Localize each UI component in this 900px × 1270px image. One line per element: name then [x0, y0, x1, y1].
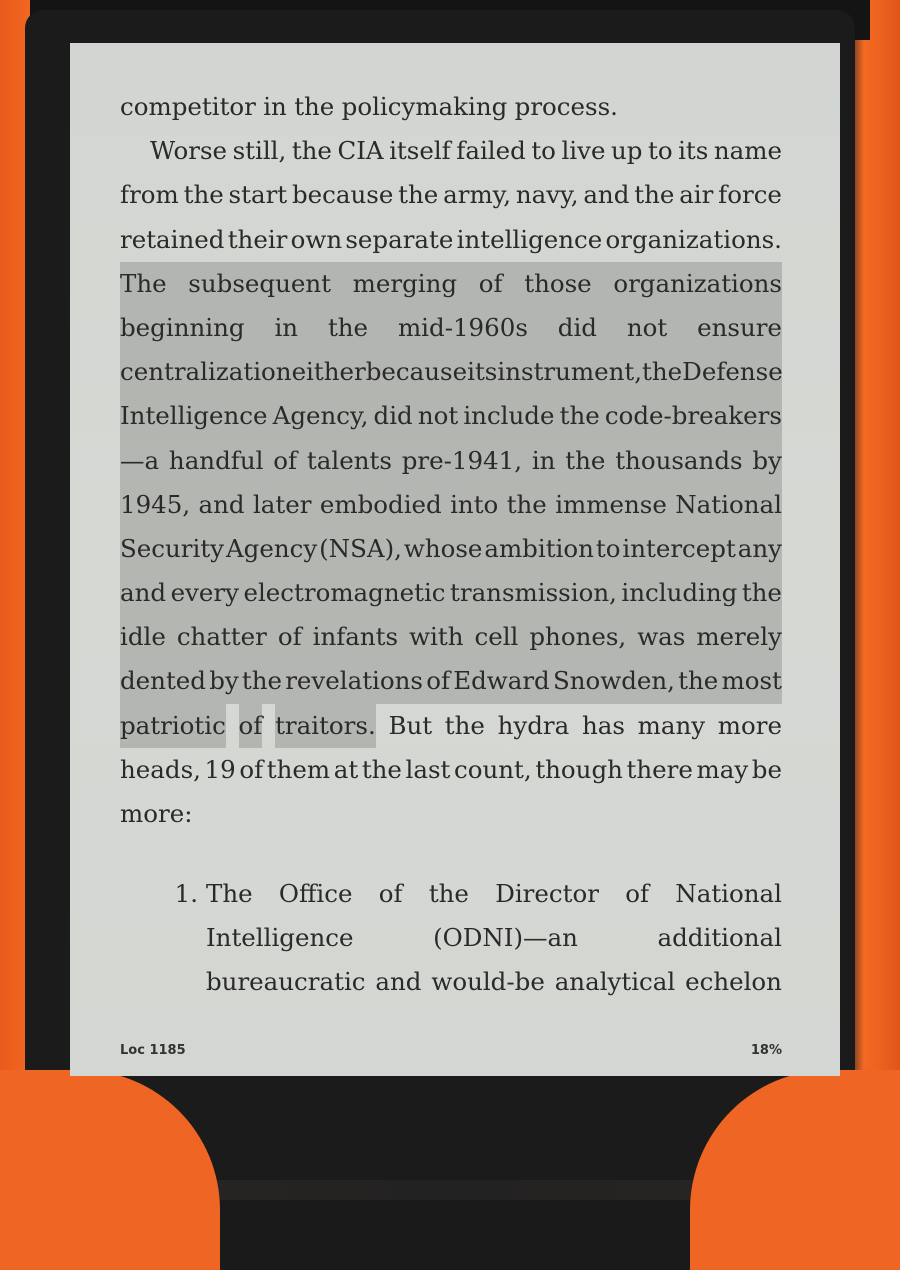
word[interactable]: live	[561, 136, 606, 166]
word[interactable]: may	[696, 754, 749, 784]
word[interactable]: including	[621, 578, 738, 608]
word[interactable]: whose	[403, 533, 483, 563]
word[interactable]: of	[239, 754, 264, 784]
word[interactable]: of	[239, 704, 263, 748]
word[interactable]: Agency,	[272, 401, 369, 431]
word[interactable]: not	[626, 312, 668, 342]
word[interactable]: But	[388, 710, 433, 740]
word[interactable]: into	[450, 489, 499, 519]
word[interactable]: intelligence	[456, 224, 603, 254]
word[interactable]: the	[634, 180, 675, 210]
word[interactable]: its	[678, 136, 709, 166]
word[interactable]: the	[428, 879, 469, 908]
word[interactable]: additional	[657, 923, 782, 953]
word[interactable]: by	[209, 666, 239, 696]
word[interactable]: intercept	[622, 533, 736, 563]
word[interactable]: force	[718, 180, 782, 210]
word[interactable]: in	[531, 445, 556, 475]
reading-footer	[120, 1043, 782, 1063]
word[interactable]: to	[595, 533, 621, 563]
word[interactable]: Worse	[150, 136, 228, 166]
text-line[interactable]	[120, 704, 782, 748]
word[interactable]: of	[426, 666, 451, 696]
word[interactable]: Snowden,	[552, 666, 675, 696]
word[interactable]: its	[467, 357, 498, 387]
word[interactable]: because	[365, 357, 468, 387]
word[interactable]: at	[333, 754, 359, 784]
word[interactable]: those	[524, 268, 592, 298]
word[interactable]: by	[752, 445, 782, 475]
word[interactable]: Intelligence	[120, 401, 268, 431]
word[interactable]: has	[581, 710, 625, 740]
word[interactable]: traitors.	[275, 704, 376, 748]
word[interactable]: transmission,	[450, 578, 617, 608]
word[interactable]: the	[294, 92, 335, 121]
word[interactable]: later	[252, 489, 312, 519]
word[interactable]: competitor	[120, 92, 256, 121]
word[interactable]: ensure	[697, 312, 782, 342]
word[interactable]: patriotic	[120, 704, 226, 748]
word[interactable]: echelon	[685, 967, 782, 997]
word[interactable]: the	[183, 180, 224, 210]
word[interactable]: retained	[120, 224, 225, 254]
word[interactable]: organizations.	[605, 224, 782, 254]
word[interactable]: National	[675, 489, 782, 519]
word[interactable]: with	[409, 622, 464, 652]
text-line[interactable]	[120, 173, 782, 217]
word[interactable]: every	[170, 578, 239, 608]
word[interactable]: was	[637, 622, 686, 652]
word[interactable]: the	[291, 136, 332, 166]
word[interactable]: (NSA),	[319, 533, 402, 563]
word[interactable]: mid-1960s	[397, 312, 528, 342]
list-item-number: 1.	[174, 879, 198, 908]
word[interactable]: the	[678, 666, 719, 696]
text-line[interactable]	[120, 659, 782, 703]
word[interactable]: immense	[555, 489, 667, 519]
word[interactable]: would-be	[431, 967, 545, 997]
word[interactable]: (ODNI)—an	[433, 923, 578, 953]
word[interactable]: them	[266, 754, 331, 784]
word[interactable]: merging	[352, 268, 458, 298]
word[interactable]: more:	[120, 799, 193, 828]
word[interactable]: did	[557, 312, 597, 342]
text-line[interactable]	[120, 306, 782, 350]
word[interactable]: the	[361, 754, 402, 784]
word[interactable]: 19	[204, 754, 236, 784]
word[interactable]: of	[277, 622, 302, 652]
text-line[interactable]	[120, 439, 782, 483]
word[interactable]: analytical	[554, 967, 676, 997]
word[interactable]: electromagnetic	[243, 578, 446, 608]
word[interactable]: in	[274, 312, 299, 342]
word[interactable]: National	[675, 879, 782, 908]
list-item-body	[206, 872, 782, 1005]
text-line[interactable]	[120, 85, 782, 129]
word[interactable]: and	[198, 489, 245, 519]
word[interactable]: the	[559, 401, 600, 431]
word[interactable]: subsequent	[188, 268, 331, 298]
word[interactable]: the	[506, 489, 547, 519]
text-line[interactable]	[120, 218, 782, 262]
word[interactable]: separate	[345, 224, 454, 254]
word[interactable]: and	[583, 180, 630, 210]
text-line[interactable]	[120, 527, 782, 571]
text-line[interactable]	[206, 960, 782, 1004]
text-line[interactable]	[120, 129, 782, 173]
word[interactable]: cell	[474, 622, 519, 652]
word[interactable]: infants	[312, 622, 399, 652]
word[interactable]: the	[241, 666, 283, 696]
text-line[interactable]	[120, 748, 782, 792]
word[interactable]: any	[737, 533, 782, 563]
word[interactable]: handful	[168, 445, 264, 475]
word[interactable]: most	[721, 666, 782, 696]
word[interactable]: failed	[456, 136, 526, 166]
location-indicator: Loc 1185	[120, 1043, 186, 1058]
word[interactable]: of	[273, 445, 298, 475]
word[interactable]: from	[120, 180, 179, 210]
word[interactable]: and	[375, 967, 422, 997]
text-line[interactable]	[120, 262, 782, 306]
word[interactable]: chatter	[176, 622, 267, 652]
word[interactable]: last	[405, 754, 451, 784]
word[interactable]: the	[327, 312, 369, 342]
word[interactable]: be	[751, 754, 782, 784]
word[interactable]: heads,	[120, 754, 201, 784]
word[interactable]: pre-1941,	[401, 445, 523, 475]
word[interactable]: 1945,	[120, 489, 191, 519]
word[interactable]: Intelligence	[206, 923, 354, 953]
word[interactable]: talents	[306, 445, 392, 475]
word[interactable]: the	[642, 357, 683, 387]
word[interactable]: policymaking	[341, 92, 508, 121]
word[interactable]: of	[625, 879, 650, 908]
word[interactable]: code-breakers	[604, 401, 782, 431]
word[interactable]: instrument,	[497, 357, 643, 387]
word[interactable]: not	[417, 401, 459, 431]
word[interactable]: name	[713, 136, 782, 166]
word[interactable]: many	[637, 710, 706, 740]
word[interactable]: Agency	[225, 533, 318, 563]
word[interactable]: to	[647, 136, 673, 166]
text-line[interactable]	[120, 483, 782, 527]
word[interactable]: itself	[389, 136, 451, 166]
word[interactable]: centralization	[120, 357, 292, 387]
word[interactable]: bureaucratic	[206, 967, 366, 997]
word[interactable]: either	[291, 357, 366, 387]
text-line[interactable]	[206, 872, 782, 916]
word[interactable]: because	[291, 180, 394, 210]
word[interactable]: merely	[696, 622, 782, 652]
word[interactable]: CIA	[337, 136, 384, 166]
word[interactable]: process.	[514, 92, 618, 121]
text-line[interactable]	[120, 394, 782, 438]
word[interactable]: Office	[278, 879, 353, 908]
word[interactable]: revelations	[285, 666, 423, 696]
word[interactable]: start	[228, 180, 288, 210]
word[interactable]: did	[373, 401, 413, 431]
word[interactable]: air	[679, 180, 714, 210]
word[interactable]: army,	[443, 180, 512, 210]
word[interactable]: —a	[120, 445, 160, 475]
word[interactable]: navy,	[515, 180, 579, 210]
word[interactable]: their	[227, 224, 288, 254]
list-item	[120, 872, 782, 1005]
word[interactable]: Security	[120, 533, 225, 563]
numbered-list	[120, 872, 782, 1005]
text-line[interactable]	[206, 916, 782, 960]
word[interactable]: the	[444, 710, 485, 740]
word[interactable]: hydra	[497, 710, 570, 740]
book-page-text[interactable]	[120, 85, 782, 836]
word[interactable]: embodied	[319, 489, 442, 519]
word[interactable]: ambition	[484, 533, 594, 563]
word[interactable]: and	[120, 578, 167, 608]
text-line[interactable]	[120, 615, 782, 659]
word[interactable]: in	[263, 92, 287, 121]
word[interactable]: of	[478, 268, 503, 298]
word[interactable]: Edward	[453, 666, 550, 696]
word[interactable]: beginning	[120, 312, 245, 342]
word[interactable]: count,	[454, 754, 532, 784]
word[interactable]: more	[717, 710, 782, 740]
text-line[interactable]	[120, 350, 782, 394]
word[interactable]: though	[535, 754, 623, 784]
word[interactable]: Defense	[682, 357, 783, 387]
ereader-screen[interactable]	[70, 43, 840, 1076]
word[interactable]: the	[565, 445, 606, 475]
word[interactable]: up	[610, 136, 643, 166]
word[interactable]: phones,	[529, 622, 627, 652]
text-line[interactable]	[120, 571, 782, 615]
word[interactable]: the	[398, 180, 439, 210]
word[interactable]: The	[206, 879, 253, 908]
word[interactable]: Director	[495, 879, 599, 908]
text-line[interactable]	[120, 792, 782, 836]
word[interactable]: dented	[120, 666, 206, 696]
word[interactable]: the	[741, 578, 782, 608]
word[interactable]: to	[531, 136, 556, 166]
progress-percent: 18%	[750, 1043, 782, 1058]
word[interactable]: organizations	[613, 268, 782, 298]
word[interactable]: thousands	[615, 445, 743, 475]
word[interactable]: of	[378, 879, 403, 908]
word[interactable]: The	[120, 268, 167, 298]
word[interactable]: own	[290, 224, 343, 254]
word[interactable]: idle	[120, 622, 166, 652]
word[interactable]: still,	[232, 136, 287, 166]
word[interactable]: include	[463, 401, 555, 431]
word[interactable]: there	[626, 754, 693, 784]
